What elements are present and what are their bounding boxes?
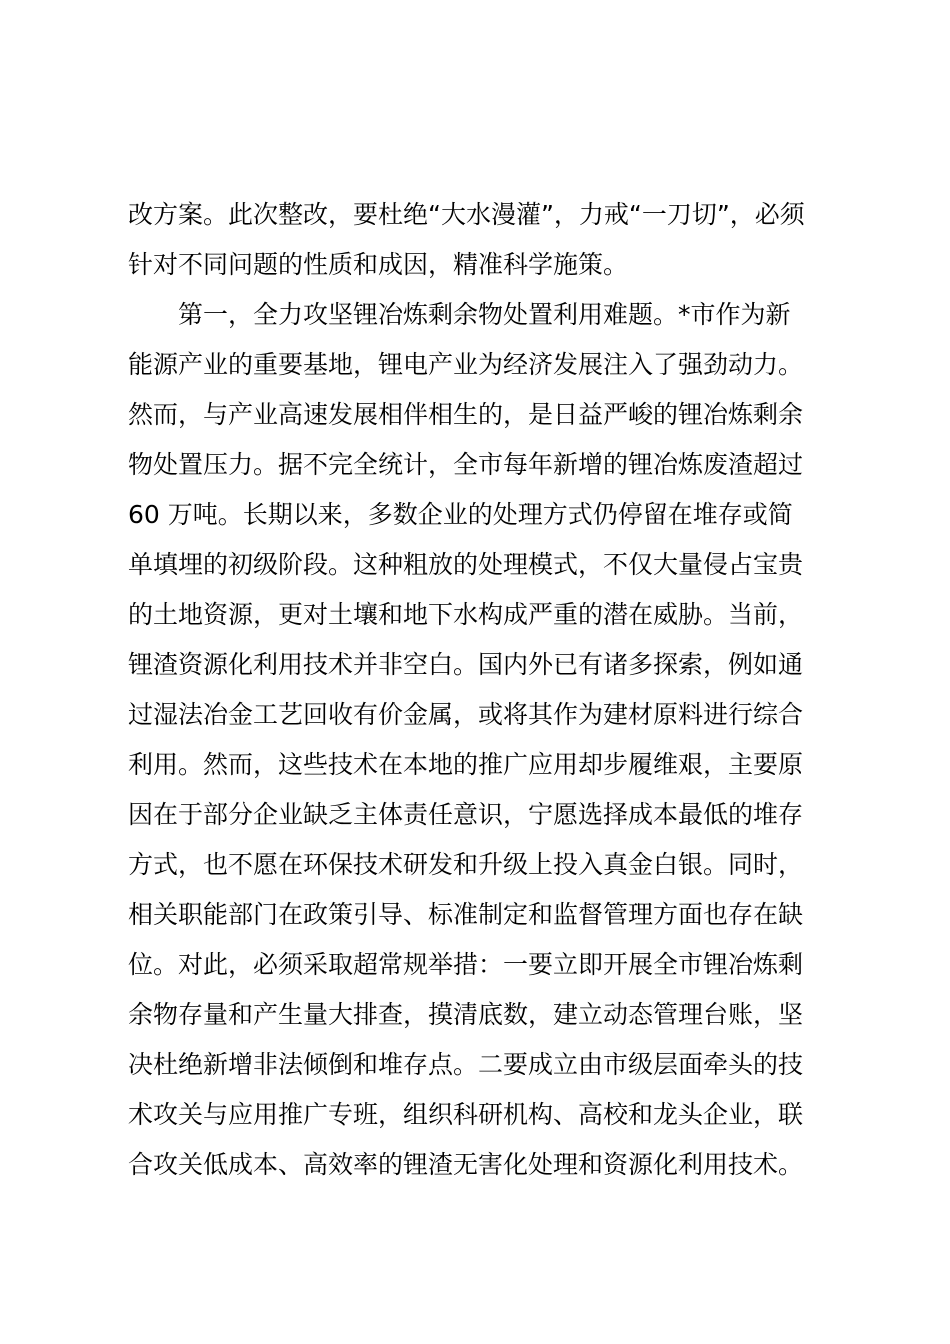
text-line: 改方案。此次整改，要杜绝“大水漫灌”，力戒“一刀切”，必须 [128, 200, 805, 229]
text-line: 余物存量和产生量大排查，摸清底数，建立动态管理台账，坚 [128, 1000, 804, 1029]
text-line: 决杜绝新增非法倾倒和堆存点。二要成立由市级层面牵头的技 [128, 1050, 804, 1079]
text-line: 利用。然而，这些技术在本地的推广应用却步履维艰，主要原 [128, 750, 804, 779]
text-line: 方式，也不愿在环保技术研发和升级上投入真金白银。同时， [128, 850, 804, 879]
text-line: 位。对此，必须采取超常规举措：一要立即开展全市锂冶炼剩 [128, 950, 804, 979]
text-line: 因在于部分企业缺乏主体责任意识，宁愿选择成本最低的堆存 [128, 800, 804, 829]
text-line: 合攻关低成本、高效率的锂渣无害化处理和资源化利用技术。 [128, 1150, 804, 1179]
text-line: 的土地资源，更对土壤和地下水构成严重的潜在威胁。当前， [128, 600, 804, 629]
text-line: 针对不同问题的性质和成因，精准科学施策。 [128, 250, 629, 279]
text-line: 过湿法冶金工艺回收有价金属，或将其作为建材原料进行综合 [128, 700, 804, 729]
text-line: 然而，与产业高速发展相伴相生的，是日益严峻的锂冶炼剩余 [128, 400, 804, 429]
text-line: 术攻关与应用推广专班，组织科研机构、高校和龙头企业，联 [128, 1100, 804, 1129]
text-line: 60 万吨。长期以来，多数企业的处理方式仍停留在堆存或简 [128, 500, 793, 529]
text-line: 单填埋的初级阶段。这种粗放的处理模式，不仅大量侵占宝贵 [128, 550, 804, 579]
text-line: 物处置压力。据不完全统计，全市每年新增的锂冶炼废渣超过 [128, 450, 804, 479]
paragraph-first-line: 第一，全力攻坚锂冶炼剩余物处置利用难题。*市作为新 [178, 300, 791, 329]
text-line: 能源产业的重要基地，锂电产业为经济发展注入了强劲动力。 [128, 350, 804, 379]
text-line: 锂渣资源化利用技术并非空白。国内外已有诸多探索，例如通 [128, 650, 804, 679]
text-line: 相关职能部门在政策引导、标准制定和监督管理方面也存在缺 [128, 900, 804, 929]
